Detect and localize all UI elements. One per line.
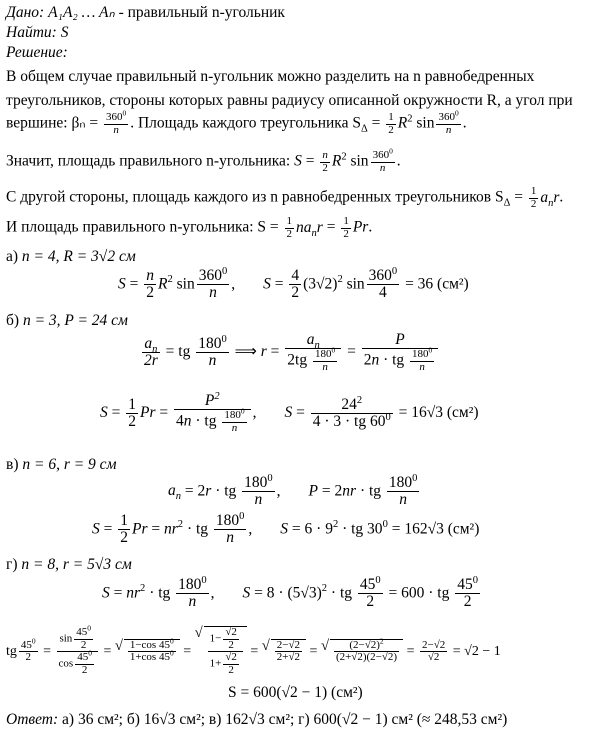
intro-line-3a: вершине: βₙ = xyxy=(6,114,102,132)
part-b-formula-2: S = $\frac{1}{2}$ Pr = $P^2$ 4n · tg $\frac{180^0}{n}$ , S = $\frac{24^2}{4 \cdot 3 \cdot tg 60^0}$ = 16√3 (см²) xyxy=(100,390,479,434)
answer-line xyxy=(6,711,507,729)
and-area-line: И площадь правильного n-угольника: S = $\frac{1}{2}$ $na_nr$ = $\frac{1}{2}$ Pr. xyxy=(6,215,373,240)
part-a-cond: n = 4, R = 3√2 см xyxy=(21,248,136,265)
intro-line-2: треугольников, стороны которых равны радиусу описанной окружности R, а угол при xyxy=(6,92,573,109)
part-d-formula: $S = nr^2$ · tg $\frac{180^0}{n}$ , $S = 8 \cdot (5√3)^2$ · tg $\frac{45^0}{2}$ = 600 · tg $\frac{45^0}{2}$ xyxy=(102,574,479,611)
part-a-label: а) xyxy=(6,248,19,265)
intro-line-3: вершине: βₙ = $\frac{360^0}{n}$ . Площадь каждого треугольника $S_\Delta$ = $\frac{1}{2}$ $R^2$ sin $\frac{360^0}{n}$ . xyxy=(6,108,467,136)
part-b-condition xyxy=(6,312,128,330)
part-d-label: г) xyxy=(6,556,18,573)
part-d-condition xyxy=(6,556,132,574)
given-text: - правильный n-угольник xyxy=(114,4,285,21)
beta-fraction: $\frac{360^0}{n}$ xyxy=(106,108,127,136)
given-line xyxy=(6,4,285,22)
part-a-formula: S = $\frac{n}{2}$ $R^2$ sin $\frac{360^0}{n}$ , S = $\frac{4}{2}$ $(3√2)^2$ sin $\frac{360^0}{4}$ = 36 (см²) xyxy=(118,265,469,302)
and-area-text: И площадь правильного n-угольника: S = xyxy=(6,218,283,236)
answer-label: Ответ: xyxy=(6,711,59,728)
find-line xyxy=(6,24,68,42)
part-c-formula-2: S = $\frac{1}{2}$ $Pr = nr^2$ · tg $\frac{180^0}{n}$ , $S = 6 \cdot 9^2$ · tg $30^0 = 162√3$ (см²) xyxy=(92,510,480,547)
given-label: Дано: xyxy=(6,4,45,21)
part-b-result: = 16√3 (см²) xyxy=(398,404,479,422)
find-value: S xyxy=(60,24,69,41)
conclude-line: Значит, площадь правильного n-угольника: S = $\frac{n}{2}$ $R^2$ sin $\frac{360^0}{n}$ . xyxy=(6,146,401,174)
part-b-label: б) xyxy=(6,312,20,329)
part-b-formula-1: $\frac{a_n}{2r}$ = tg $\frac{180^0}{n}$ ⟹ r = $a_n$ 2tg $\frac{180^0}{n}$ = P 2n · tg $\frac{180^0}{n}$ xyxy=(140,332,440,373)
intro-line-1: В общем случае правильный n-угольник можно разделить на n равнобедренных xyxy=(6,68,535,85)
part-c-condition xyxy=(6,456,116,474)
final-result: S = 600(√2 − 1) (см²) xyxy=(228,684,363,701)
answer-text: а) 36 см²; б) 16√3 см²; в) 162√3 см²; г) 600(√2 − 1) см² (≈ 248,53 см²) xyxy=(62,711,508,728)
intro-line-3c: = xyxy=(367,114,385,132)
part-a-condition xyxy=(6,248,136,266)
part-c-result: = 162√3 (см²) xyxy=(391,520,480,538)
part-c-cond: n = 6, r = 9 см xyxy=(22,456,117,473)
part-a-result: = 36 (см²) xyxy=(405,275,469,293)
given-figure: A₁A₂ … Aₙ xyxy=(48,4,115,21)
other-line: С другой стороны, площадь каждого из n равнобедренных треугольников $S_\Delta$ = $\frac{1}{2}$ $a_nr$. xyxy=(6,185,564,210)
part-c-label: в) xyxy=(6,456,19,473)
intro-line-3b: . Площадь каждого треугольника S xyxy=(130,114,361,132)
find-label: Найти: xyxy=(6,24,57,41)
solution-label: Решение: xyxy=(6,44,68,61)
part-b-cond: n = 3, P = 24 см xyxy=(22,312,128,329)
other-text: С другой стороны, площадь каждого из n равнобедренных треугольников S xyxy=(6,188,504,206)
tg-derivation: tg $\frac{45^0}{2}$ = sin $\frac{45^0}{2}$ cos $\frac{45^0}{2}$ = √ $\frac{1-\cos 45^0}{1+\cos 45^0}$ = √ 1− $\frac{√2}{2}$ 1+ $\frac{√2}{2}$ = √ $\frac{2-√2}{2+√2}$ = √ $\frac{(2-√2)^2}{(2+√2)(2-√2)}$ = $\frac{2-√2}{√2}$ = √2 − 1 xyxy=(6,626,501,676)
part-c-formula-1: $a_n = 2r$ · tg $\frac{180^0}{n}$ , P = 2nr · tg $\frac{180^0}{n}$ xyxy=(168,472,418,509)
part-d-cond: n = 8, r = 5√3 см xyxy=(21,556,132,573)
conclude-prefix: Значит, площадь правильного n-угольника: xyxy=(6,152,291,170)
